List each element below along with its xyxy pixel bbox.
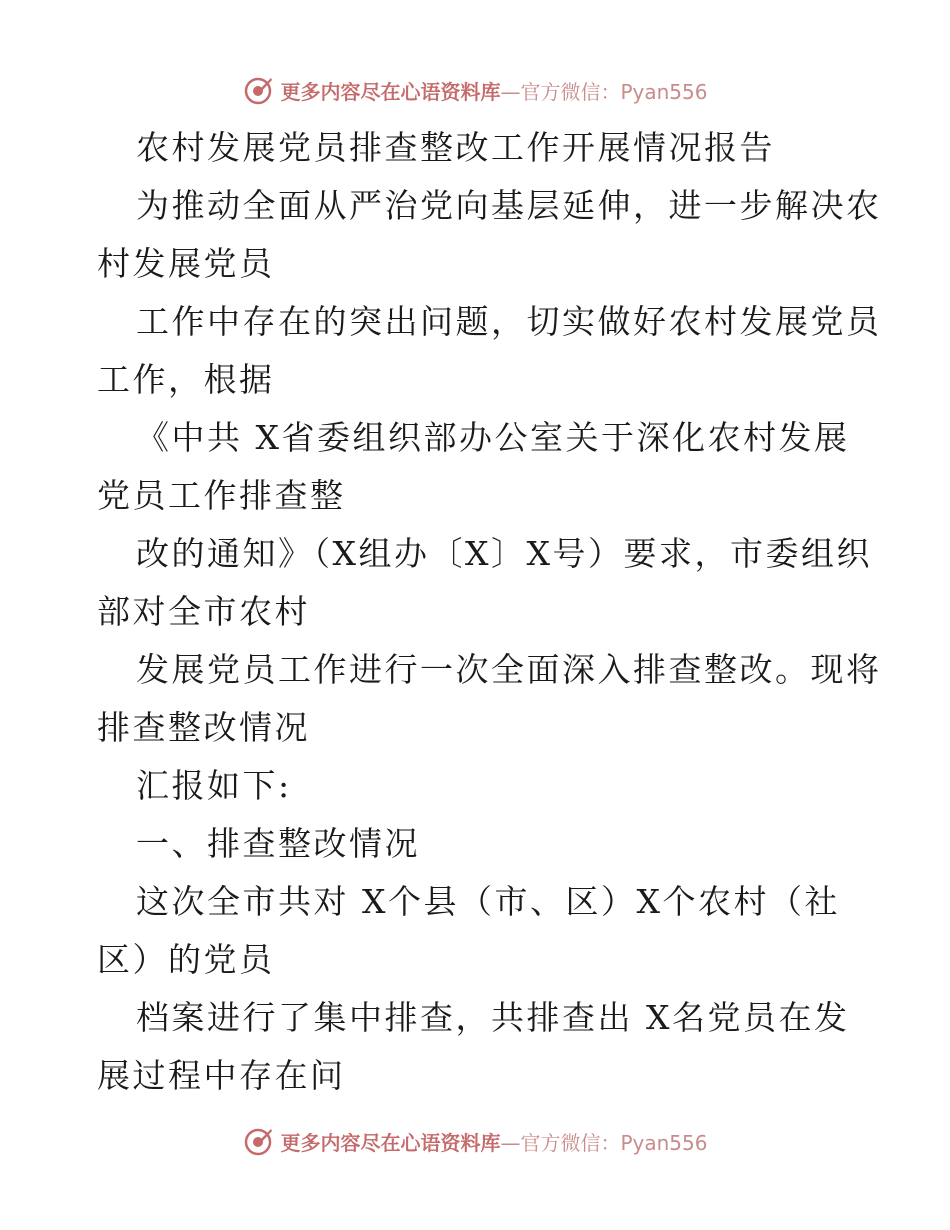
watermark-wechat: 官方微信：Pyan556 bbox=[520, 79, 708, 104]
watermark-wechat: 官方微信：Pyan556 bbox=[520, 1130, 708, 1155]
paragraph-line: 工作，根据 bbox=[97, 360, 275, 399]
watermark-group bbox=[242, 1125, 707, 1157]
paragraph-line: 展过程中存在问 bbox=[97, 1056, 346, 1095]
quill-logo-icon bbox=[242, 1125, 274, 1157]
quill-logo-icon bbox=[242, 74, 274, 106]
paragraph-line: 改的通知》（X组办〔X〕X号）要求，市委组织 bbox=[136, 534, 872, 573]
paragraph-line: 为推动全面从严治党向基层延伸，进一步解决农 bbox=[136, 186, 882, 225]
paragraph-line: 这次全市共对 X个县（市、区）X个农村（社 bbox=[136, 882, 840, 921]
watermark-brand: 更多内容尽在心语资料库 bbox=[280, 79, 501, 104]
paragraph-line: 排查整改情况 bbox=[97, 708, 310, 747]
watermark-brand: 更多内容尽在心语资料库 bbox=[280, 1130, 501, 1155]
watermark-separator: — bbox=[500, 1130, 521, 1155]
paragraph-line: 档案进行了集中排查，共排查出 X名党员在发 bbox=[136, 998, 850, 1037]
paragraph-line: 村发展党员 bbox=[97, 244, 275, 283]
paragraph-line: 区）的党员 bbox=[97, 940, 275, 979]
watermark-header bbox=[0, 70, 950, 110]
paragraph-line: 汇报如下: bbox=[136, 766, 292, 805]
paragraph-line: 工作中存在的突出问题，切实做好农村发展党员 bbox=[136, 302, 882, 341]
paragraph-line: 部对全市农村 bbox=[97, 592, 310, 631]
watermark-footer bbox=[0, 1121, 950, 1161]
watermark-text bbox=[280, 76, 707, 105]
document-title: 农村发展党员排查整改工作开展情况报告 bbox=[136, 128, 775, 167]
section-heading: 一、排查整改情况 bbox=[136, 824, 420, 863]
watermark-separator: — bbox=[500, 79, 521, 104]
paragraph-line: 《中共 X省委组织部办公室关于深化农村发展 bbox=[136, 418, 850, 457]
watermark-group bbox=[242, 74, 707, 106]
paragraph-line: 发展党员工作进行一次全面深入排查整改。现将 bbox=[136, 650, 882, 689]
watermark-text bbox=[280, 1127, 707, 1156]
paragraph-line: 党员工作排查整 bbox=[97, 476, 346, 515]
